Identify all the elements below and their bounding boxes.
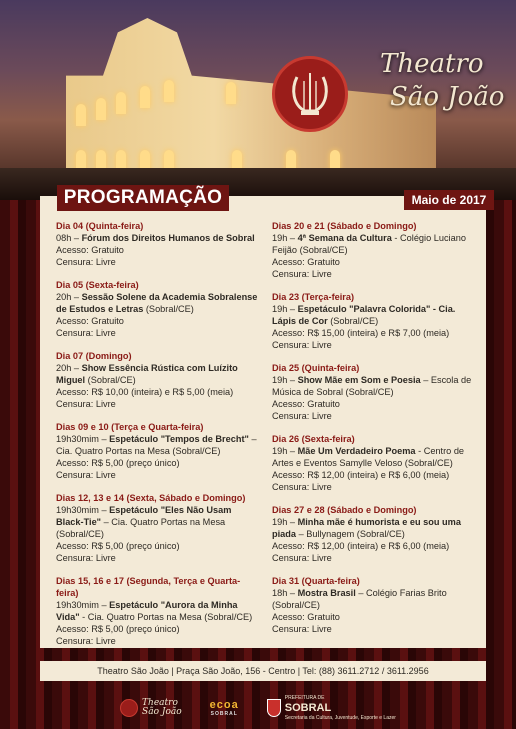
event-date: Dias 15, 16 e 17 (Segunda, Terça e Quarta-feira)	[56, 576, 241, 598]
event-item	[272, 362, 477, 422]
event-description: 19h30mim – Espetáculo "Tempos de Brecht" – Cia. Quatro Portas na Mesa (Sobral/CE)	[56, 434, 257, 456]
event-access: Acesso: R$ 12,00 (inteira) e R$ 6,00 (meia)	[272, 470, 450, 480]
event-date: Dia 23 (Terça-feira)	[272, 292, 355, 302]
event-access: Acesso: Gratuito	[56, 245, 124, 255]
sponsor-ecoa: ecoa SOBRAL	[209, 699, 239, 717]
event-access: Acesso: Gratuito	[272, 612, 340, 622]
event-description: 19h30mim – Espetáculo "Eles Não Usam Black-Tie" – Cia. Quatro Portas na Mesa (Sobral/CE)	[56, 505, 232, 539]
logo-line-1: Theatro	[380, 49, 484, 79]
event-censor: Censura: Livre	[272, 340, 332, 350]
event-description: 19h – Minha mãe é humorista e eu sou uma piada – Bullynagem (Sobral/CE)	[272, 517, 461, 539]
window-light	[140, 86, 150, 108]
lyre-logo-icon	[272, 56, 348, 132]
event-date: Dia 05 (Sexta-feira)	[56, 280, 139, 290]
event-censor: Censura: Livre	[56, 328, 116, 338]
event-access: Acesso: R$ 5,00 (preço único)	[56, 458, 180, 468]
event-description: 19h30mim – Espetáculo "Aurora da Minha Vida" - Cia. Quatro Portas na Mesa (Sobral/CE)	[56, 600, 253, 622]
event-item	[56, 220, 261, 268]
event-date: Dia 04 (Quinta-feira)	[56, 221, 144, 231]
window-light	[116, 92, 126, 114]
event-item	[272, 433, 477, 493]
event-item	[272, 504, 477, 564]
event-date: Dias 20 e 21 (Sábado e Domingo)	[272, 221, 417, 231]
event-item	[272, 575, 477, 635]
event-censor: Censura: Livre	[272, 482, 332, 492]
event-access: Acesso: R$ 10,00 (inteira) e R$ 5,00 (meia)	[56, 387, 234, 397]
event-date: Dias 09 e 10 (Terça e Quarta-feira)	[56, 422, 204, 432]
event-description: 18h – Mostra Brasil – Colégio Farias Brito (Sobral/CE)	[272, 588, 447, 610]
event-access: Acesso: Gratuito	[272, 257, 340, 267]
window-light	[226, 82, 236, 104]
event-description: 19h – 4ª Semana da Cultura - Colégio Luciano Feijão (Sobral/CE)	[272, 233, 466, 255]
event-description: 20h – Sessão Solene da Academia Sobralense de Estudos e Letras (Sobral/CE)	[56, 292, 258, 314]
events-column-left	[56, 220, 261, 658]
event-date: Dia 31 (Quarta-feira)	[272, 576, 360, 586]
event-description: 20h – Show Essência Rústica com Luízito Miguel (Sobral/CE)	[56, 363, 238, 385]
event-access: Acesso: R$ 5,00 (preço único)	[56, 624, 180, 634]
window-light	[76, 104, 86, 126]
event-censor: Censura: Livre	[272, 411, 332, 421]
event-censor: Censura: Livre	[272, 553, 332, 563]
event-description: 19h – Mãe Um Verdadeiro Poema - Centro de Artes e Eventos Samylle Veloso (Sobral/CE)	[272, 446, 465, 468]
event-censor: Censura: Livre	[56, 553, 116, 563]
window-light	[96, 98, 106, 120]
address-bar: Theatro São João | Praça São João, 156 - Centro | Tel: (88) 3611.2712 / 3611.2956	[40, 661, 486, 681]
event-access: Acesso: Gratuito	[56, 316, 124, 326]
sponsor-prefeitura: PREFEITURA DE SOBRAL Secretaria da Cultura, Juventude, Esporte e Lazer	[267, 693, 396, 723]
lyre-logo-icon	[120, 699, 138, 717]
event-access: Acesso: R$ 12,00 (inteira) e R$ 6,00 (meia)	[272, 541, 450, 551]
event-access: Acesso: R$ 15,00 (inteira) e R$ 7,00 (meia)	[272, 328, 450, 338]
event-description: 19h – Show Mãe em Som e Poesia – Escola de Música de Sobral (Sobral/CE)	[272, 375, 472, 397]
event-censor: Censura: Livre	[272, 269, 332, 279]
sponsor-logos	[0, 690, 516, 726]
event-date: Dia 07 (Domingo)	[56, 351, 132, 361]
event-censor: Censura: Livre	[272, 624, 332, 634]
event-item	[56, 492, 261, 564]
event-censor: Censura: Livre	[56, 470, 116, 480]
events-column-right	[272, 220, 477, 646]
event-date: Dia 25 (Quinta-feira)	[272, 363, 360, 373]
event-item	[56, 575, 261, 647]
event-description: 19h – Espetáculo "Palavra Colorida" - Cia. Lápis de Cor (Sobral/CE)	[272, 304, 456, 326]
event-access: Acesso: R$ 5,00 (preço único)	[56, 541, 180, 551]
event-censor: Censura: Livre	[56, 636, 116, 646]
event-access: Acesso: Gratuito	[272, 399, 340, 409]
event-item	[56, 421, 261, 481]
theatre-logo-title	[368, 48, 508, 113]
event-item	[272, 220, 477, 280]
event-date: Dia 26 (Sexta-feira)	[272, 434, 355, 444]
sponsor-theatro: Theatro São João	[120, 699, 182, 717]
city-shield-icon	[267, 699, 281, 717]
program-title: PROGRAMAÇÃO	[57, 185, 229, 211]
month-badge: Maio de 2017	[404, 190, 494, 210]
event-date: Dias 12, 13 e 14 (Sexta, Sábado e Domingo)	[56, 493, 246, 503]
logo-line-2: São João	[390, 81, 505, 112]
event-item	[56, 350, 261, 410]
event-censor: Censura: Livre	[56, 257, 116, 267]
event-date: Dias 27 e 28 (Sábado e Domingo)	[272, 505, 417, 515]
event-description: 08h – Fórum dos Direitos Humanos de Sobral	[56, 233, 255, 243]
event-censor: Censura: Livre	[56, 399, 116, 409]
window-light	[164, 80, 174, 102]
event-item	[56, 279, 261, 339]
event-item	[272, 291, 477, 351]
